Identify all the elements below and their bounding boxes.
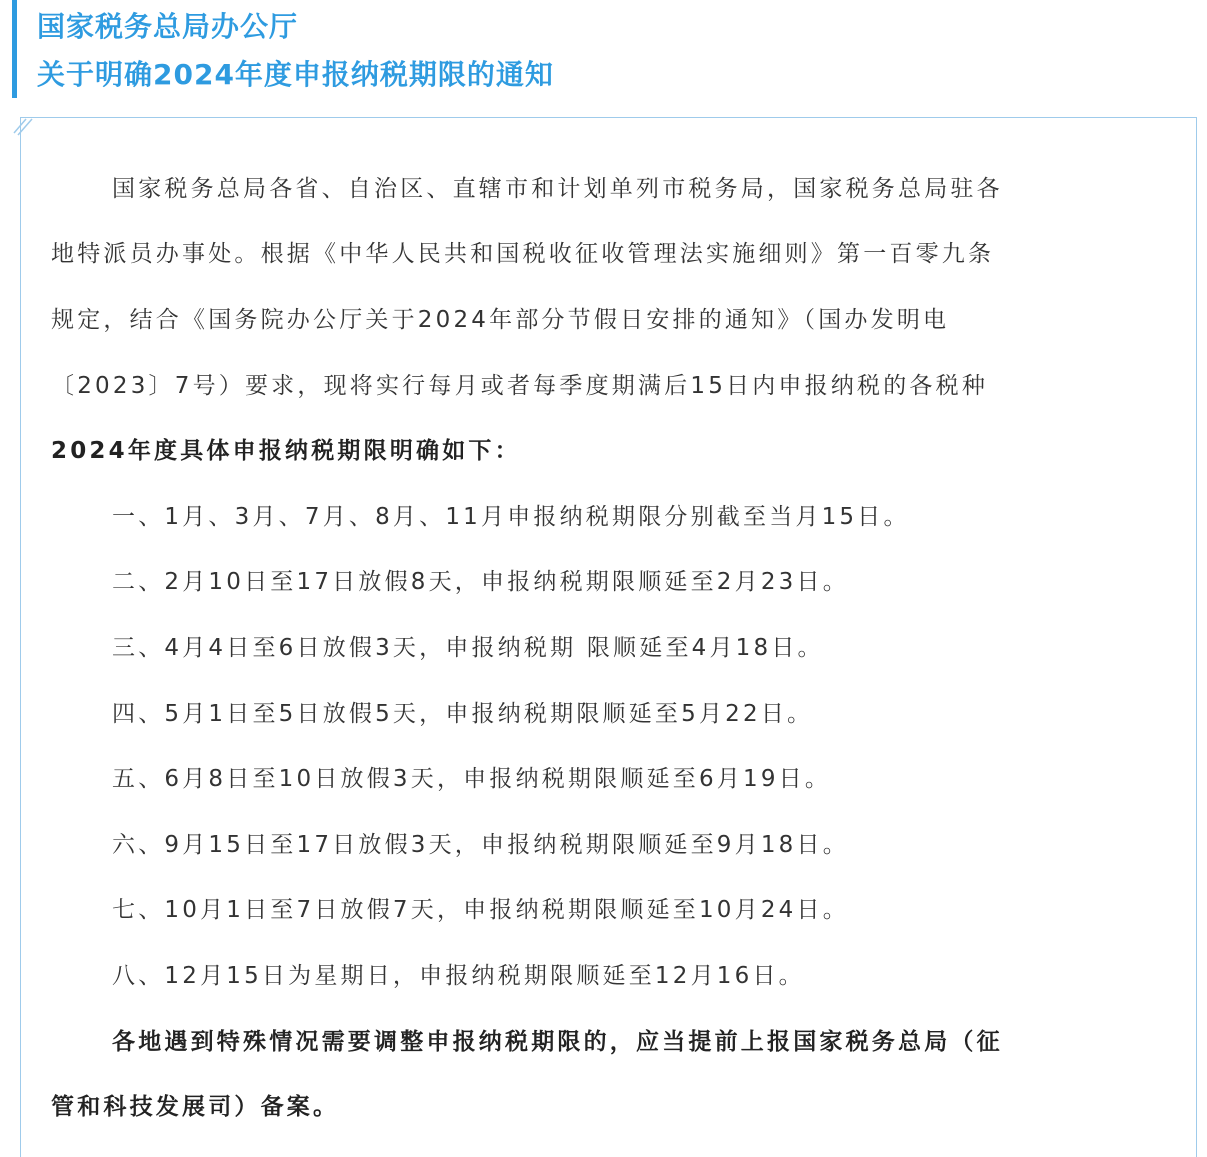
deadline-item-6: 六、9月15日至17日放假3天，申报纳税期限顺延至9月18日。 [112,832,849,858]
closing-line-2: 管和科技发展司）备案。 [51,1094,340,1120]
deadline-item-1: 一、1月、3月、7月、8月、11月申报纳税期限分别截至当月15日。 [112,504,910,530]
deadline-item-7: 七、10月1日至7日放假7天，申报纳税期限顺延至10月24日。 [112,897,849,923]
intro-line-1: 国家税务总局各省、自治区、直辖市和计划单列市税务局，国家税务总局驻各 [112,176,1003,202]
closing-line-1: 各地遇到特殊情况需要调整申报纳税期限的，应当提前上报国家税务总局（征 [112,1029,1003,1055]
notice-title: 关于明确2024年度申报纳税期限的通知 [37,58,554,91]
intro-bold-line: 2024年度具体申报纳税期限明确如下： [51,438,521,464]
notice-header [12,0,1192,98]
deadline-item-8: 八、12月15日为星期日，申报纳税期限顺延至12月16日。 [112,963,805,989]
deadline-item-3: 三、4月4日至6日放假3天，申报纳税期 限顺延至4月18日。 [112,635,824,661]
deadline-item-4: 四、5月1日至5日放假5天，申报纳税期限顺延至5月22日。 [112,701,814,727]
issuer-title: 国家税务总局办公厅 [37,10,299,43]
intro-line-4: 〔2023〕7号）要求，现将实行每月或者每季度期满后15日内申报纳税的各税种 [51,373,989,399]
deadline-item-2: 二、2月10日至17日放假8天，申报纳税期限顺延至2月23日。 [112,569,849,595]
intro-line-2: 地特派员办事处。根据《中华人民共和国税收征收管理法实施细则》第一百零九条 [51,241,995,267]
intro-line-3: 规定，结合《国务院办公厅关于2024年部分节假日安排的通知》（国办发明电 [51,307,950,333]
deadline-item-5: 五、6月8日至10日放假3天，申报纳税期限顺延至6月19日。 [112,766,832,792]
